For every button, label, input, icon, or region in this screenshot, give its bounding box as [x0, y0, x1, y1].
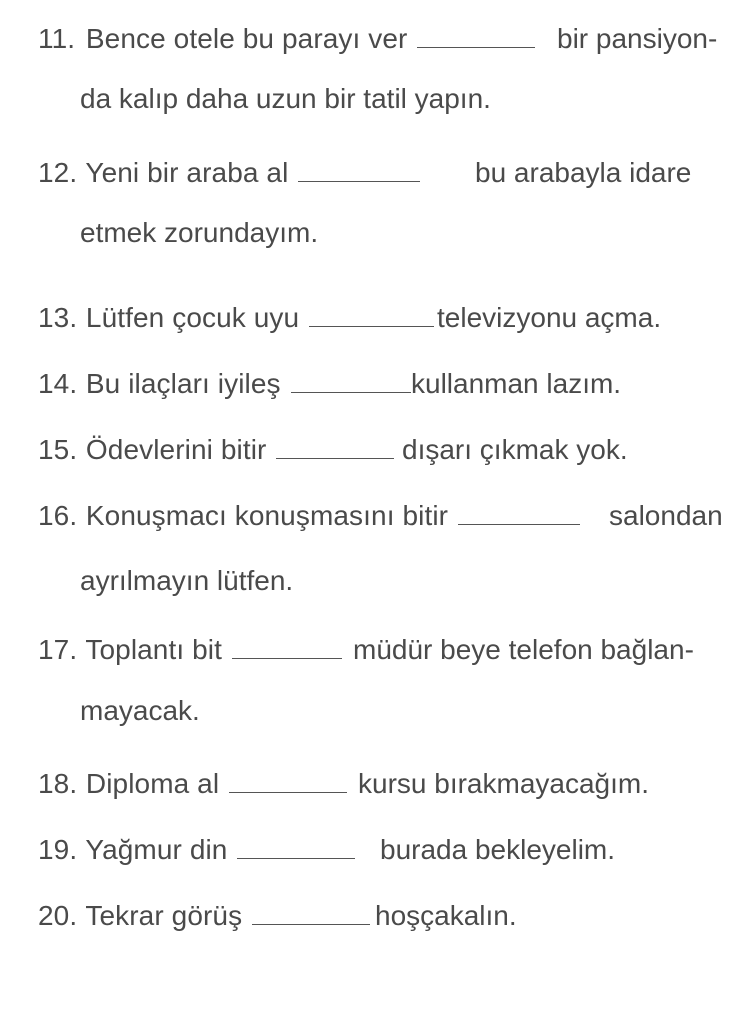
exercise-number: 13.: [38, 302, 78, 333]
exercise-number: 12.: [38, 157, 78, 188]
exercise-text-before: Yeni bir araba al: [85, 157, 289, 188]
answer-blank[interactable]: [291, 392, 411, 393]
answer-blank[interactable]: [232, 658, 342, 659]
answer-blank[interactable]: [417, 47, 535, 48]
exercise-11: [38, 22, 537, 56]
exercise-number: 18.: [38, 768, 78, 799]
exercise-text-before: Konuşmacı konuşmasını bitir: [85, 500, 449, 531]
exercise-text-before: Yağmur din: [85, 834, 228, 865]
exercise-continuation: etmek zorundayım.: [80, 217, 319, 248]
exercise-17: [38, 633, 344, 667]
exercise-16: [38, 499, 582, 533]
exercise-text-before: Toplantı bit: [85, 634, 222, 665]
exercise-text-after: kullanman lazım.: [411, 368, 622, 399]
exercise-text-after: bir pansiyon-: [557, 23, 718, 54]
exercise-number: 14.: [38, 368, 78, 399]
exercise-12: [38, 156, 422, 190]
exercise-number: 17.: [38, 634, 78, 665]
exercise-number: 15.: [38, 434, 78, 465]
answer-blank[interactable]: [458, 524, 580, 525]
exercise-15: [38, 433, 396, 467]
exercise-continuation: da kalıp daha uzun bir tatil yapın.: [80, 83, 491, 114]
answer-blank[interactable]: [309, 326, 434, 327]
exercise-text-before: Diploma al: [85, 768, 220, 799]
exercise-text-before: Ödevlerini bitir: [85, 434, 267, 465]
exercise-text-after: hoşçakalın.: [375, 900, 517, 931]
exercise-text-before: Lütfen çocuk uyu: [85, 302, 300, 333]
answer-blank[interactable]: [276, 458, 394, 459]
exercise-text-after: dışarı çıkmak yok.: [402, 434, 628, 465]
exercise-number: 19.: [38, 834, 78, 865]
exercise-continuation: mayacak.: [80, 695, 200, 726]
exercise-number: 16.: [38, 500, 78, 531]
answer-blank[interactable]: [298, 181, 420, 182]
answer-blank[interactable]: [237, 858, 355, 859]
exercise-text-after: televizyonu açma.: [437, 302, 662, 333]
answer-blank[interactable]: [229, 792, 347, 793]
answer-blank[interactable]: [252, 924, 370, 925]
exercise-number: 20.: [38, 900, 78, 931]
exercise-text-before: Bence otele bu parayı ver: [85, 23, 408, 54]
exercise-18: [38, 767, 349, 801]
exercise-20: [38, 899, 372, 933]
exercise-13: [38, 301, 436, 335]
exercise-text-before: Tekrar görüş: [85, 900, 243, 931]
exercise-text-before: Bu ilaçları iyileş: [85, 368, 281, 399]
exercise-text-after: müdür beye telefon bağlan-: [353, 634, 694, 665]
exercise-text-after: bu arabayla idare: [475, 157, 692, 188]
exercise-text-after: salondan: [609, 500, 723, 531]
exercise-text-after: kursu bırakmayacağım.: [358, 768, 649, 799]
exercise-number: 11.: [38, 23, 76, 54]
exercise-14: [38, 367, 413, 401]
exercise-text-after: burada bekleyelim.: [380, 834, 616, 865]
exercise-19: [38, 833, 357, 867]
exercise-continuation: ayrılmayın lütfen.: [80, 565, 294, 596]
